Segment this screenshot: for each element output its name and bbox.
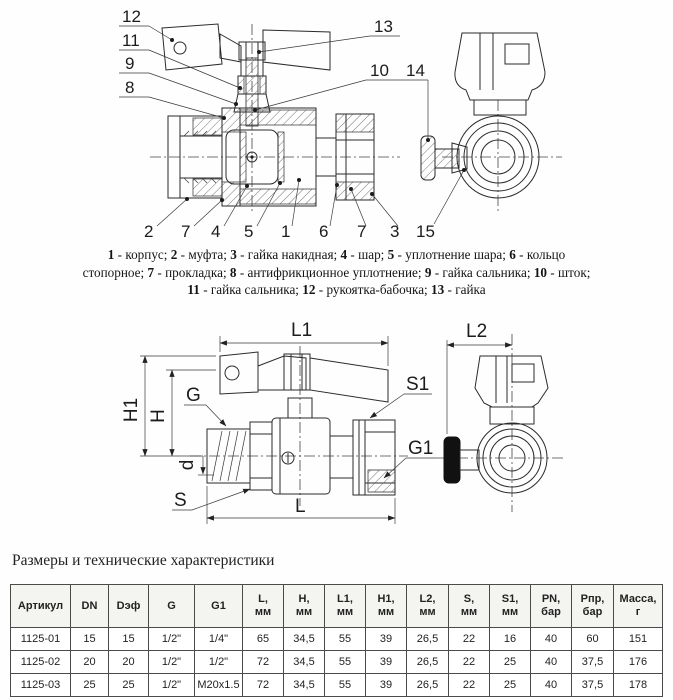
dim-H1	[121, 356, 216, 456]
svg-text:d: d	[177, 459, 198, 471]
spec-cell: 16	[490, 628, 531, 651]
callout-8	[119, 78, 226, 120]
svg-text:7: 7	[357, 222, 367, 241]
spec-cell: 26,5	[407, 651, 449, 674]
spec-cell: 39	[366, 674, 407, 697]
spec-cell: 15	[109, 628, 149, 651]
valve-side-view	[421, 33, 545, 198]
svg-text:3: 3	[390, 222, 400, 241]
svg-text:13: 13	[374, 17, 393, 36]
spec-cell: 1/2"	[149, 651, 195, 674]
svg-text:7: 7	[181, 222, 191, 241]
parts-list-line: 1 - корпус; 2 - муфта; 3 - гайка накидная; 4 - шар; 5 - уплотнение шара; 6 - кольцо	[107, 247, 566, 262]
valve-section-figure	[0, 0, 673, 246]
svg-text:2: 2	[144, 222, 154, 241]
svg-text:H: H	[148, 409, 169, 423]
spec-col-header: PN, бар	[531, 585, 572, 628]
dim-S1	[370, 374, 432, 418]
spec-cell: 39	[366, 628, 407, 651]
spec-col-header: Артикул	[11, 585, 71, 628]
spec-cell: 55	[325, 651, 366, 674]
spec-col-header: Dэф	[109, 585, 149, 628]
spec-cell: 1/2"	[149, 628, 195, 651]
spec-cell: 25	[490, 674, 531, 697]
spec-cell: 37,5	[572, 674, 614, 697]
spec-cell: 1125-01	[11, 628, 71, 651]
svg-text:8: 8	[125, 78, 135, 97]
spec-cell: 25	[109, 674, 149, 697]
spec-cell: 65	[243, 628, 284, 651]
spec-col-header: G1	[195, 585, 243, 628]
spec-table-body	[11, 628, 663, 697]
svg-text:6: 6	[319, 222, 329, 241]
dim-d	[177, 456, 214, 475]
spec-cell: 178	[614, 674, 663, 697]
spec-col-header: S, мм	[449, 585, 490, 628]
spec-cell: 60	[572, 628, 614, 651]
callout-11	[119, 31, 242, 90]
svg-text:S: S	[174, 490, 187, 511]
spec-table-row	[11, 628, 663, 651]
spec-col-header: H, мм	[284, 585, 325, 628]
spec-cell: 40	[531, 651, 572, 674]
parts-list-line: стопорное; 7 - прокладка; 8 - антифрикционное уплотнение; 9 - гайка сальника; 10 - шток;	[82, 264, 591, 280]
valve-main-section-view	[162, 24, 374, 206]
spec-cell: 72	[243, 674, 284, 697]
parts-list-line: 11 - гайка сальника; 12 - рукоятка-бабочка; 13 - гайка	[187, 282, 486, 297]
svg-text:L: L	[295, 496, 306, 517]
svg-text:11: 11	[122, 31, 140, 50]
spec-cell: 34,5	[284, 674, 325, 697]
dim-H	[148, 370, 216, 456]
svg-text:S1: S1	[406, 374, 430, 395]
spec-cell: 34,5	[284, 651, 325, 674]
spec-cell: M20x1.5	[195, 674, 243, 697]
spec-cell: 25	[490, 651, 531, 674]
svg-text:4: 4	[211, 222, 221, 241]
spec-cell: 20	[71, 651, 109, 674]
svg-text:1: 1	[281, 222, 291, 241]
spec-cell: 72	[243, 651, 284, 674]
spec-cell: 1125-03	[11, 674, 71, 697]
spec-header-row	[11, 585, 663, 628]
svg-text:14: 14	[406, 61, 425, 80]
valve-main-outline-view	[207, 352, 395, 495]
drain-knob	[444, 437, 460, 483]
spec-cell: 20	[109, 651, 149, 674]
spec-cell: 151	[614, 628, 663, 651]
callout-14	[396, 61, 430, 142]
spec-cell: 22	[449, 674, 490, 697]
svg-text:G: G	[186, 385, 201, 406]
svg-text:G1: G1	[408, 438, 434, 459]
spec-cell: 1/4"	[195, 628, 243, 651]
spec-col-header: L2, мм	[407, 585, 449, 628]
dim-S	[172, 489, 250, 511]
spec-cell: 39	[366, 651, 407, 674]
parts-list	[0, 246, 673, 304]
spec-cell: 37,5	[572, 651, 614, 674]
svg-text:12: 12	[122, 7, 141, 26]
svg-text:10: 10	[370, 61, 389, 80]
spec-col-header: H1, мм	[366, 585, 407, 628]
svg-text:L2: L2	[466, 321, 488, 342]
spec-col-header: L1, мм	[325, 585, 366, 628]
svg-text:5: 5	[244, 222, 254, 241]
valve-dimension-figure	[0, 306, 673, 548]
dim-L	[207, 486, 395, 524]
spec-table-row	[11, 674, 663, 697]
spec-cell: 1125-02	[11, 651, 71, 674]
callout-10	[253, 61, 396, 112]
spec-col-header: S1, мм	[490, 585, 531, 628]
spec-cell: 176	[614, 651, 663, 674]
spec-col-header: G	[149, 585, 195, 628]
spec-cell: 1/2"	[195, 651, 243, 674]
spec-cell: 1/2"	[149, 674, 195, 697]
spec-table	[10, 584, 663, 697]
spec-cell: 40	[531, 628, 572, 651]
spec-cell: 55	[325, 674, 366, 697]
spec-cell: 26,5	[407, 628, 449, 651]
callout-13	[257, 17, 400, 54]
spec-cell: 26,5	[407, 674, 449, 697]
svg-text:9: 9	[125, 54, 135, 73]
spec-col-header: Масса, г	[614, 585, 663, 628]
spec-cell: 25	[71, 674, 109, 697]
spec-cell: 40	[531, 674, 572, 697]
svg-text:15: 15	[416, 222, 435, 241]
spec-col-header: Pпр, бар	[572, 585, 614, 628]
spec-col-header: L, мм	[243, 585, 284, 628]
dim-L2	[447, 321, 512, 434]
spec-table-row	[11, 651, 663, 674]
dim-L1	[220, 320, 388, 366]
svg-text:H1: H1	[121, 397, 142, 423]
valve-side-outline-view	[444, 356, 548, 493]
table-title: Размеры и технические характеристики	[12, 552, 275, 569]
spec-col-header: DN	[71, 585, 109, 628]
callout-bottom-row	[144, 168, 466, 241]
spec-cell: 22	[449, 651, 490, 674]
spec-cell: 34,5	[284, 628, 325, 651]
spec-cell: 15	[71, 628, 109, 651]
spec-cell: 55	[325, 628, 366, 651]
svg-text:L1: L1	[291, 320, 313, 341]
spec-cell: 22	[449, 628, 490, 651]
